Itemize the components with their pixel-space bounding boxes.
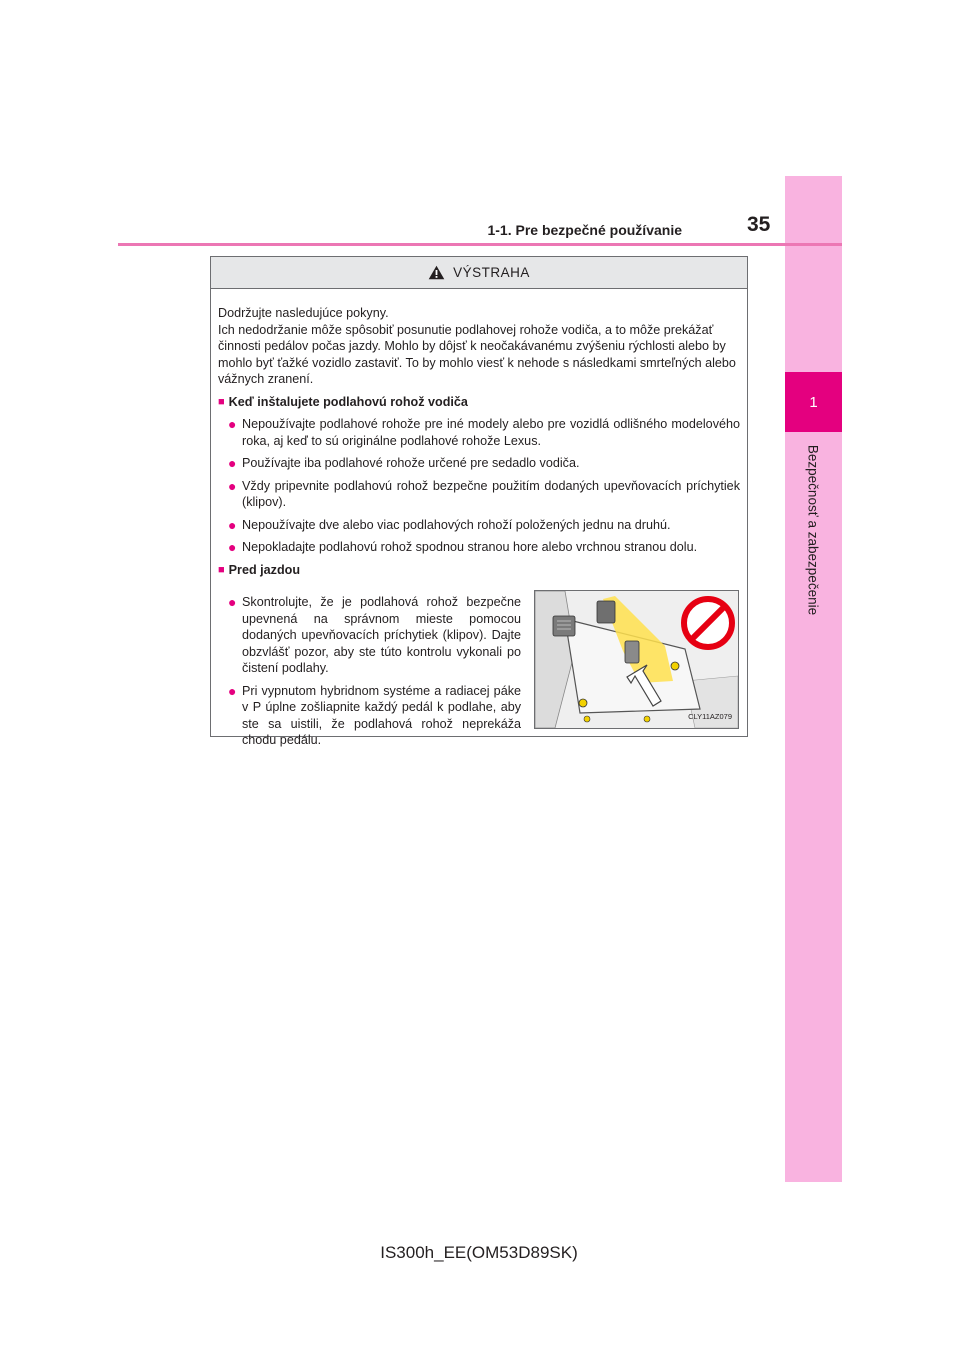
list-item [228, 478, 740, 511]
section-heading [218, 394, 740, 411]
list-item [228, 683, 521, 749]
list-item-text: Nepoužívajte podlahové rohože pre iné modely alebo pre vozidlá odlišného modelového roka, aj keď to sú originálne podlahové rohože Lexus. [242, 417, 740, 448]
list-item-text: Nepoužívajte dve alebo viac podlahových rohoží položených jednu na druhú. [242, 517, 671, 532]
warning-intro-detail: Ich nedodržanie môže spôsobiť posunutie podlahovej rohože vodiča, a to môže prekážať činnosti pedálov počas jazdy. Mohlo by dôjsť k neočakávanému zvýšeniu rýchlosti alebo by mohlo byť ťažké vozidlo zastaviť. To by mohlo viesť k nehode s následkami smrteľných alebo vážnych zranení. [218, 322, 736, 386]
circle-bullet-icon: ● [228, 594, 237, 610]
document-code: IS300h_EE(OM53D89SK) [380, 1243, 578, 1262]
warning-box [210, 256, 748, 747]
list-item-text: Používajte iba podlahové rohože určené pre sedadlo vodiča. [242, 456, 580, 470]
square-bullet-icon: ■ [218, 395, 225, 408]
list-item [228, 594, 521, 677]
warning-intro: Dodržujte nasledujúce pokyny. [218, 306, 389, 320]
section-heading [218, 562, 740, 579]
section-heading-text: Pred jazdou [228, 562, 301, 577]
list-item-text: Pri vypnutom hybridnom systéme a radiacej páke v P úplne zošliapnite každý pedál k podlahe, aby ste sa uistili, že podlahová rohož neprekáža chodu pedálu. [242, 683, 521, 747]
list-item [228, 416, 740, 449]
section-title: 1-1. Pre bezpečné používanie [487, 222, 682, 238]
list-item-text: Vždy pripevnite podlahovú rohož bezpečne použitím dodaných upevňovacích príchytiek (klipov). [242, 478, 740, 509]
floor-mat-drawing [535, 591, 738, 728]
warning-body [211, 289, 747, 759]
circle-bullet-icon: ● [228, 516, 237, 533]
chapter-title: Bezpečnosť a zabezpečenie [805, 444, 821, 616]
list-item-text: Nepokladajte podlahovú rohož spodnou stranou hore alebo vrchnou stranou dolu. [242, 540, 698, 554]
warning-header [211, 257, 747, 289]
circle-bullet-icon: ● [228, 539, 237, 555]
circle-bullet-icon: ● [228, 682, 237, 699]
pre-drive-list [218, 594, 521, 755]
square-bullet-icon: ■ [218, 563, 225, 576]
chapter-side-tab [785, 176, 842, 1182]
warning-triangle-icon [428, 265, 445, 280]
illustration-code: CLY11AZ079 [688, 711, 732, 721]
floor-mat-illustration [534, 590, 739, 729]
list-item [228, 539, 740, 556]
page-number: 35 [747, 213, 771, 236]
section-heading-text: Keď inštalujete podlahovú rohož vodiča [228, 394, 468, 409]
circle-bullet-icon: ● [228, 477, 237, 494]
header-divider [118, 243, 842, 246]
circle-bullet-icon: ● [228, 416, 237, 432]
list-item [228, 455, 740, 472]
pre-drive-section [218, 584, 740, 759]
list-item-text: Skontrolujte, že je podlahová rohož bezpečne upevnená na správnom mieste pomocou dodaných upevňovacích príchytiek (klipov). Dajte obzvlášť pozor, aby ste túto kontrolu vykonali po čistení podlahy. [242, 595, 521, 675]
warning-title: VÝSTRAHA [453, 265, 530, 280]
chapter-number: 1 [809, 393, 818, 411]
list-item [228, 517, 740, 534]
chapter-number-tab[interactable] [785, 372, 842, 432]
circle-bullet-icon: ● [228, 455, 237, 471]
